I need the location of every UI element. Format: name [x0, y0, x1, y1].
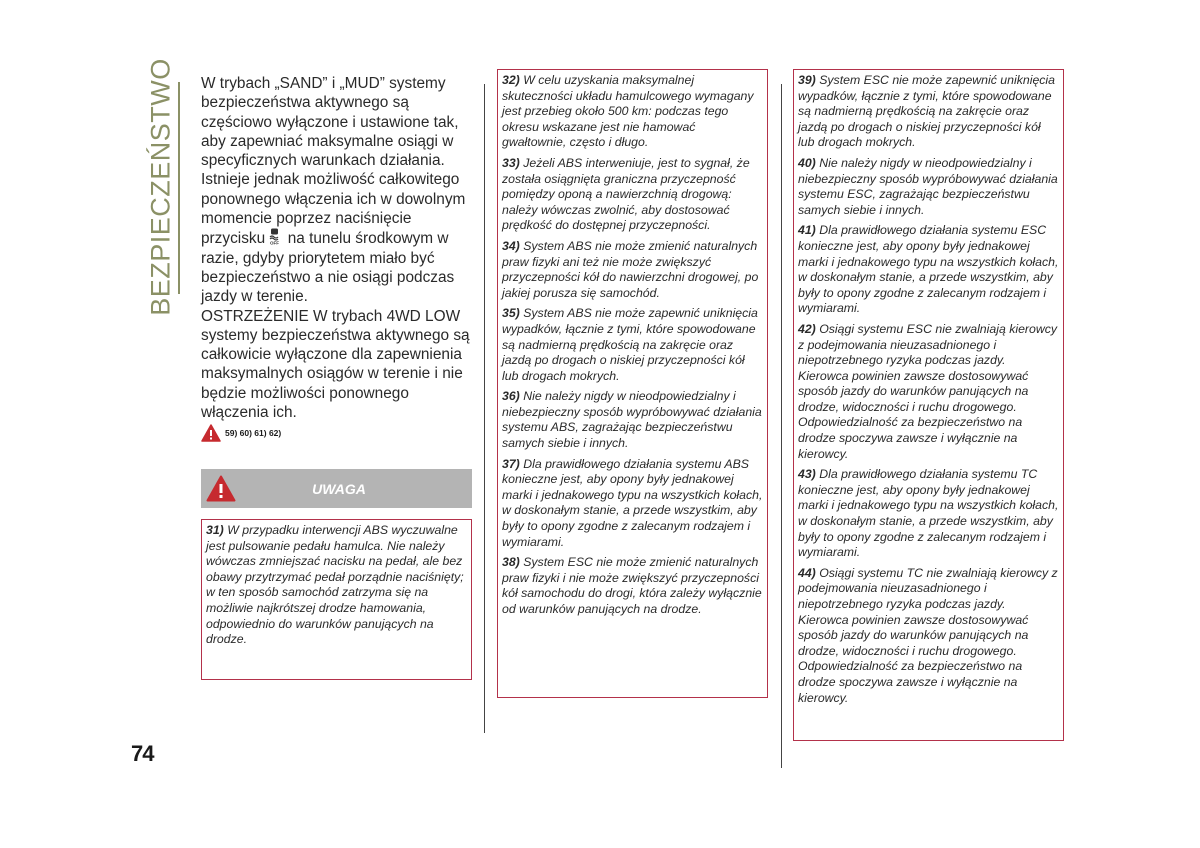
main-paragraph: [201, 74, 476, 307]
main-paragraph-part1: W trybach „SAND” i „MUD” systemy bezpieczeństwa aktywnego są częściowo wyłączone i ustawione tak, aby zapewniać maksymalne osiągi w specyficznych warunkach działania. Istnieje jednak możliwość całkowitego ponownego włączenia ich w dowolnym momencie poprzez naciśnięcie przycisku: [201, 75, 466, 248]
page-number: 74: [131, 741, 154, 766]
main-text-column: [201, 74, 476, 442]
note-item: 35) System ABS nie może zapewnić uniknięcia wypadków, łącznie z tymi, które spowodowane są nadmierną prędkością na zakręcie oraz jazdą po drogach o niskiej przyczepności kół lub drogach mokrych.: [502, 306, 758, 383]
uwaga-header: [201, 469, 472, 508]
section-title-rule: [178, 82, 180, 294]
note-item: 37) Dla prawidłowego działania systemu ABS konieczne jest, aby opony były jednakowej marki i jednakowego typu na wszystkich kołach, w doskonałym stanie, a przede wszystkim, aby były to opony zgodne z zalecanym rodzajem i wymiarami.: [502, 456, 763, 549]
uwaga-label: UWAGA: [312, 480, 366, 497]
note-item: 40) Nie należy nigdy w nieodpowiedzialny i niebezpieczny sposób wypróbowywać działania systemu ESC, zagrażając bezpieczeństwu samych siebie i innych.: [798, 155, 1058, 217]
note-item: 39) System ESC nie może zapewnić uniknięcia wypadków, łącznie z tymi, które spowodowane są nadmierną prędkością na zakręcie oraz jazdą po drogach o niskiej przyczepności kół lub drogach mokrych.: [798, 73, 1055, 150]
warning-references: [201, 424, 476, 442]
warning-triangle-icon: [206, 475, 236, 502]
notes-box-left: [201, 519, 472, 680]
note-item: 32) W celu uzyskania maksymalnej skuteczności układu hamulcowego wymagany jest przebieg około 500 km: podczas tego okresu wskazane jest nie hamować gwałtownie, często i długo.: [502, 73, 754, 150]
main-paragraph-part2: na tunelu środkowym w razie, gdyby priorytetem miało być bezpieczeństwo a nie osiągi podczas jazdy w terenie.: [201, 230, 455, 306]
note-item: 44) Osiągi systemu TC nie zwalniają kierowcy z podejmowania nieuzasadnionego i niepotrzebnego ryzyka podczas jazdy. Kierowca powinien zawsze dostosowywać sposób jazdy do warunków panujących na drodze, widoczności i ruchu drogowego. Odpowiedzialność za bezpieczeństwo na drodze spoczywa zawsze i wyłącznie na kierowcy.: [798, 565, 1058, 705]
column-divider: [781, 84, 782, 768]
note-item: 42) Osiągi systemu ESC nie zwalniają kierowcy z podejmowania nieuzasadnionego i niepotrzebnego ryzyka podczas jazdy. Kierowca powinien zawsze dostosowywać sposób jazdy do warunków panujących na drodze, widoczności i ruchu drogowego. Odpowiedzialność za bezpieczeństwo na drodze spoczywa zawsze i wyłącznie na kierowcy.: [798, 321, 1058, 461]
note-item: 43) Dla prawidłowego działania systemu TC konieczne jest, aby opony były jednakowej marki i jednakowego typu na wszystkich kołach, w doskonałym stanie, a przede wszystkim, aby były to opony zgodne z zalecanym rodzajem i wymiarami.: [798, 467, 1059, 560]
notes-box-right: [793, 69, 1064, 741]
notes-box-middle: [497, 69, 768, 698]
note-item: 38) System ESC nie może zmienić naturalnych praw fizyki i nie może zwiększyć przyczepności kół samochodu do drogi, która zależy wyłącznie od warunków panujących na drodze.: [502, 555, 762, 616]
note-item: 31) W przypadku interwencji ABS wyczuwalne jest pulsowanie pedału hamulca. Nie należy wówczas zmniejszać nacisku na pedał, ale bez obawy przytrzymać pedał porządnie naciśnięty; w ten sposób samochód zatrzyma się na możliwie najkrótszej drodze hamowania, odpowiednio do warunków panujących na drodze.: [206, 523, 464, 647]
note-item: 33) Jeżeli ABS interweniuje, jest to sygnał, że została osiągnięta graniczna przyczepność pomiędzy oponą a nawierzchnią drogową: należy wówczas zwolnić, aby dostosować prędkość do dostępnej przyczepności.: [502, 155, 750, 233]
esc-off-caption: OFF: [270, 240, 280, 246]
section-title: BEZPIECZEŃSTWO: [145, 58, 176, 316]
note-item: 41) Dla prawidłowego działania systemu ESC konieczne jest, aby opony były jednakowej marki i jednakowego typu na wszystkich kołach, w doskonałym stanie, a przede wszystkim, aby były to opony zgodne z zalecanym rodzajem i wymiarami.: [798, 223, 1059, 316]
warning-triangle-icon: [201, 424, 221, 442]
note-item: 34) System ABS nie może zmienić naturalnych praw fizyki ani też nie może zwiększyć przyczepności kół do nawierzchni drogowej, po jakiej porusza się samochód.: [502, 238, 759, 300]
esc-off-button-icon: [269, 228, 280, 245]
column-divider: [484, 84, 485, 733]
reference-numbers: 59) 60) 61) 62): [225, 428, 282, 439]
warning-paragraph: OSTRZEŻENIE W trybach 4WD LOW systemy bezpieczeństwa aktywnego są całkowicie wyłączone dla zapewnienia maksymalnych osiągów w terenie i nie będzie możliwości ponownego włączenia ich.: [201, 307, 470, 422]
note-item: 36) Nie należy nigdy w nieodpowiedzialny i niebezpieczny sposób wypróbowywać działania systemu ABS, zagrażając bezpieczeństwu samych siebie i innych.: [502, 389, 762, 451]
